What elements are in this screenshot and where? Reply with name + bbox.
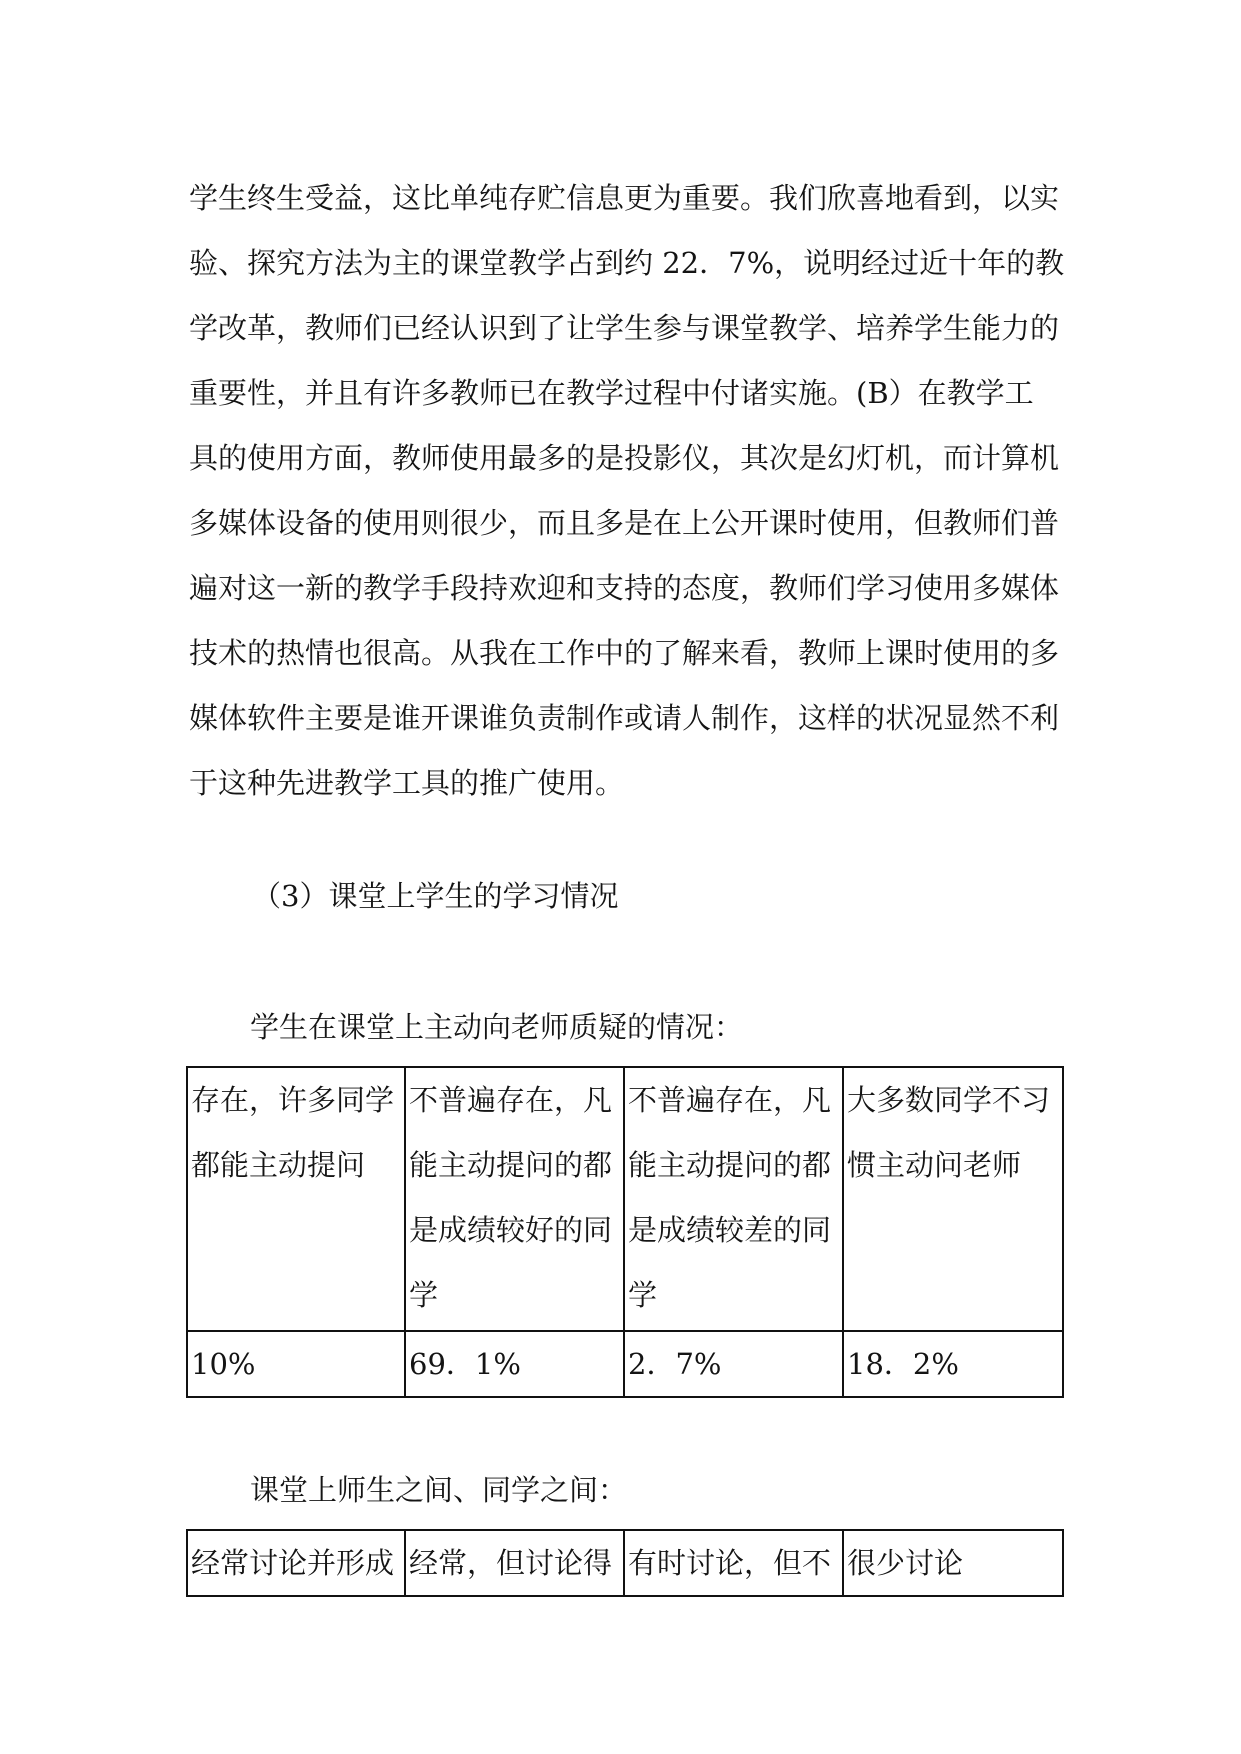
table-value-cell: 2．7%: [624, 1331, 843, 1397]
table2-caption: 课堂上师生之间、同学之间：: [250, 1473, 628, 1507]
section-heading: （3）课堂上学生的学习情况: [252, 879, 619, 913]
table-header-cell: 经常，但讨论得: [405, 1530, 624, 1596]
paragraph-line: 重要性，并且有许多教师已在教学过程中付诸实施。(B）在教学工: [189, 376, 1034, 410]
table-value-cell: 18．2%: [843, 1331, 1063, 1397]
paragraph-line: 技术的热情也很高。从我在工作中的了解来看，教师上课时使用的多: [189, 636, 1060, 670]
paragraph-line: 媒体软件主要是谁开课谁负责制作或请人制作，这样的状况显然不利: [189, 701, 1060, 735]
table-header-cell: 很少讨论: [843, 1530, 1063, 1596]
table-header-cell: 不普遍存在，凡 能主动提问的都 是成绩较差的同 学: [624, 1067, 843, 1331]
table-value-cell: 69．1%: [405, 1331, 624, 1397]
paragraph-line: 遍对这一新的教学手段持欢迎和支持的态度，教师们学习使用多媒体: [189, 571, 1060, 605]
table-value-row: [187, 1331, 1063, 1397]
body-paragraph: [189, 166, 1065, 816]
discussion-frequency-table: [186, 1529, 1064, 1597]
table-header-cell: 不普遍存在，凡 能主动提问的都 是成绩较好的同 学: [405, 1067, 624, 1331]
paragraph-line: 多媒体设备的使用则很少，而且多是在上公开课时使用，但教师们普: [189, 506, 1060, 540]
table-header-cell: 有时讨论，但不: [624, 1530, 843, 1596]
table1-caption: 学生在课堂上主动向老师质疑的情况：: [250, 1010, 744, 1044]
paragraph-line: 学生终生受益，这比单纯存贮信息更为重要。我们欣喜地看到，以实: [189, 181, 1060, 215]
table-header-row: [187, 1067, 1063, 1331]
paragraph-line: 具的使用方面，教师使用最多的是投影仪，其次是幻灯机，而计算机: [189, 441, 1060, 475]
table-header-cell: 存在，许多同学 都能主动提问: [187, 1067, 405, 1331]
table-header-cell: 经常讨论并形成: [187, 1530, 405, 1596]
paragraph-line: 验、探究方法为主的课堂教学占到约 22．7%，说明经过近十年的教: [189, 246, 1065, 280]
paragraph-line: 于这种先进教学工具的推广使用。: [189, 766, 625, 800]
table-value-cell: 10%: [187, 1331, 405, 1397]
table-header-row: [187, 1530, 1063, 1596]
paragraph-line: 学改革，教师们已经认识到了让学生参与课堂教学、培养学生能力的: [189, 311, 1060, 345]
table-header-cell: 大多数同学不习 惯主动问老师: [843, 1067, 1063, 1331]
question-frequency-table: [186, 1066, 1064, 1398]
